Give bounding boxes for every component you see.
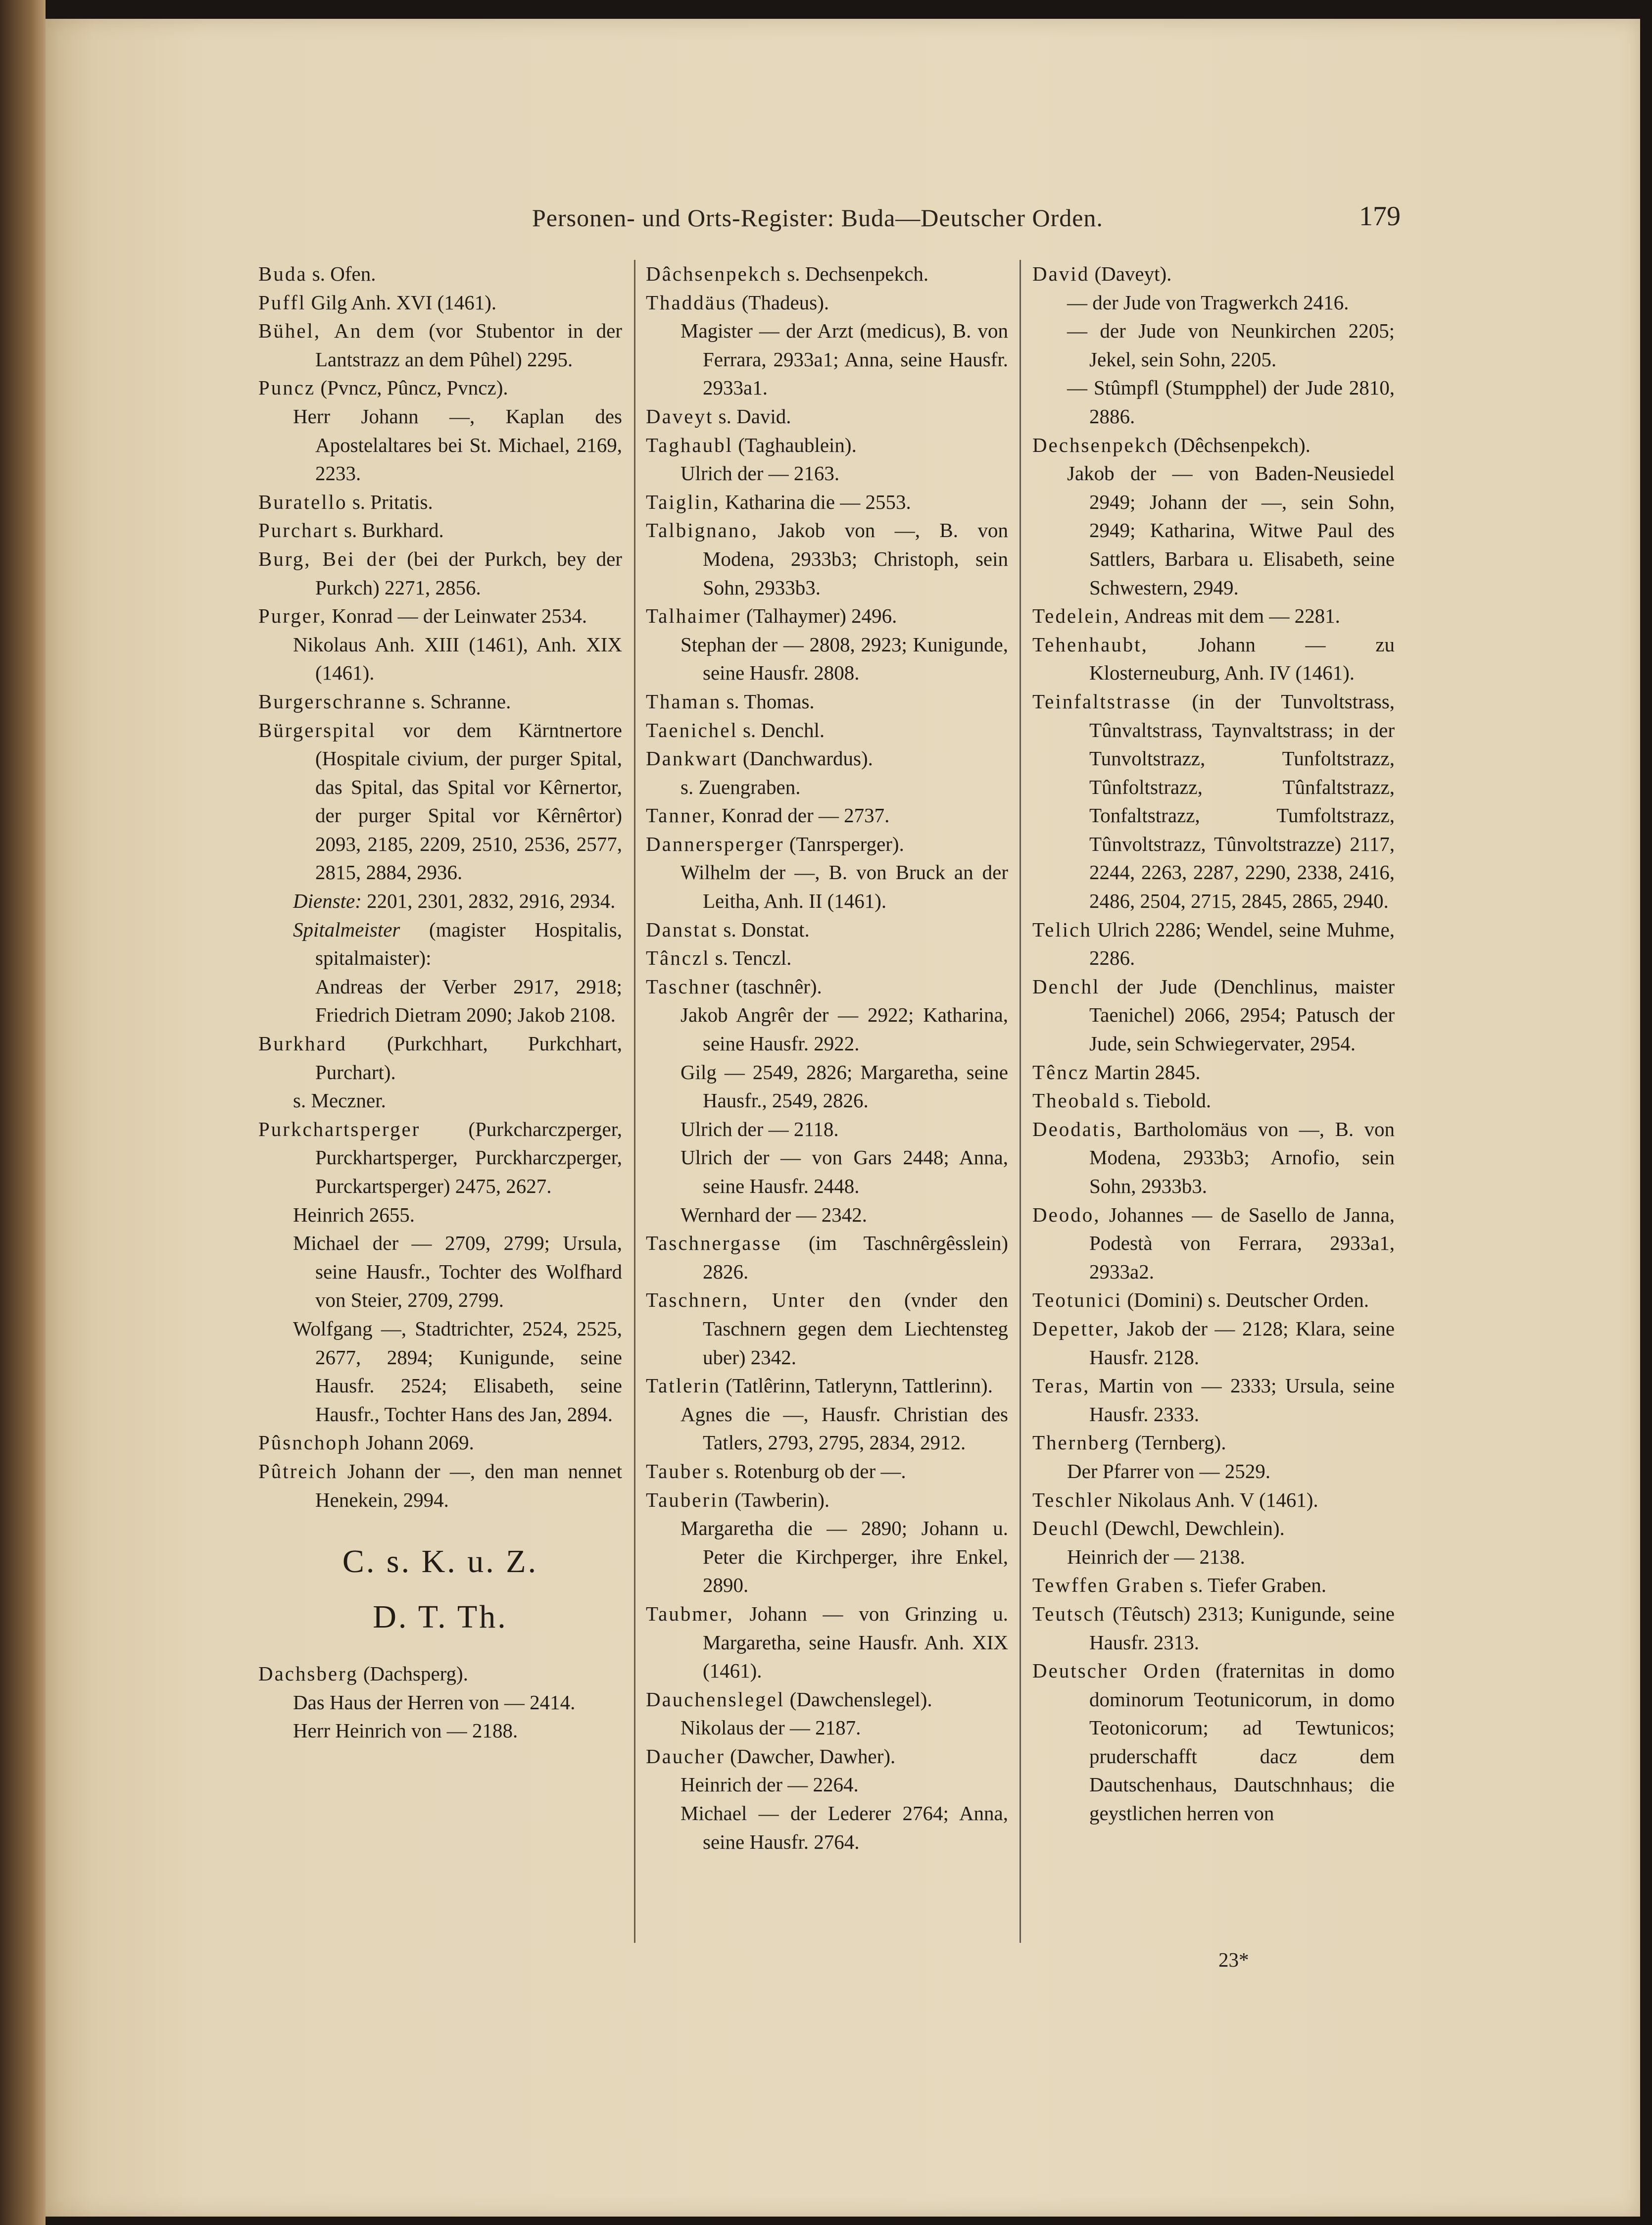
entry-headword: Taiglin,	[646, 490, 720, 513]
entry-headword: Burgerschranne	[258, 690, 407, 713]
entry-text: Jakob von —, B. von Modena, 2933b3; Christoph, sein Sohn, 2933b3.	[703, 519, 1008, 599]
entry-text: (Tanrsperger).	[784, 832, 904, 855]
register-subentry	[646, 317, 1008, 402]
entry-headword: Thaddäus	[646, 291, 737, 314]
entry-category: Spitalmeister	[293, 918, 400, 941]
entry-text: Gilg — 2549, 2826; Margaretha, seine Hausfr., 2549, 2826.	[680, 1060, 1008, 1112]
page-number: 179	[1359, 201, 1401, 232]
register-entry	[258, 260, 622, 289]
entry-headword: Purchart	[258, 519, 339, 542]
signature-mark: 23*	[1218, 1948, 1249, 1971]
register-entry	[258, 545, 622, 602]
entry-text: (Purkchhart, Purkchhart, Purchart).	[315, 1032, 622, 1084]
entry-text: Jakob Angrêr der — 2922; Katharina, seine Hausfr. 2922.	[680, 1003, 1008, 1055]
entry-headword: Daucher	[646, 1744, 725, 1768]
register-entry	[646, 260, 1008, 289]
entry-headword: Dachsberg	[258, 1662, 358, 1685]
register-subentry	[646, 1714, 1008, 1742]
entry-text: (vnder den Taschnern gegen dem Liechtensteg uber) 2342.	[703, 1288, 1009, 1369]
entry-headword: Teras,	[1032, 1374, 1090, 1397]
entry-headword: Tatlerin	[646, 1374, 721, 1397]
register-entry	[646, 916, 1008, 944]
entry-text: (Têutsch) 2313; Kunigunde, seine Hausfr. 2313.	[1089, 1602, 1395, 1654]
register-entry	[646, 602, 1008, 631]
entry-headword: Taghaubl	[646, 433, 733, 456]
register-column-3	[1032, 260, 1395, 1828]
register-entry	[646, 830, 1008, 859]
entry-text: Heinrich 2655.	[293, 1203, 415, 1226]
register-entry	[646, 1457, 1008, 1486]
register-entry	[646, 744, 1008, 773]
section-heading: D. T. Th.	[373, 1599, 508, 1635]
entry-text: (in der Tunvoltstrass, Tûnvaltstrass, Taynvaltstrass; in der Tunvoltstrazz, Tunfoltstrazz, Tûnfoltstrazz, Tûnfaltstrazz, Tonfaltstrazz, Tumfoltstrazz, Tûnvoltstrazz, Tûnvoltstrazze) 2117, 2244, 2263, 2287, 2290, 2338, 2416, 2486, 2504, 2715, 2845, 2865, 2940.	[1089, 690, 1395, 913]
entry-text: Michael — der Lederer 2764; Anna, seine Hausfr. 2764.	[680, 1802, 1008, 1853]
register-entry	[646, 1229, 1008, 1286]
entry-text: Konrad — der Leinwater 2534.	[327, 604, 587, 628]
entry-text: s. Tiebold.	[1120, 1089, 1212, 1112]
entry-text: s. Denchl.	[737, 718, 825, 742]
register-entry	[258, 1429, 622, 1457]
entry-headword: Purger,	[258, 604, 327, 628]
entry-text: Das Haus der Herren von — 2414.	[293, 1690, 576, 1714]
entry-text: Herr Heinrich von — 2188.	[293, 1719, 518, 1742]
register-entry	[646, 289, 1008, 317]
entry-headword: Thernberg	[1032, 1431, 1130, 1454]
register-entry	[1032, 602, 1395, 631]
entry-text: s. Pritatis.	[347, 490, 433, 513]
register-entry	[258, 1030, 622, 1087]
entry-text: s. Burkhard.	[339, 519, 444, 542]
running-title: Personen- und Orts-Register: Buda—Deutscher Orden.	[532, 204, 1103, 232]
entry-text: (taschnêr).	[730, 975, 822, 998]
entry-headword: Teotunici	[1032, 1288, 1122, 1312]
register-entry	[1032, 1286, 1395, 1315]
entry-text: Michael der — 2709, 2799; Ursula, seine Hausfr., Tochter des Wolfhard von Steier, 2709, 2799.	[293, 1232, 622, 1312]
entry-text: Gilg Anh. XVI (1461).	[306, 291, 497, 314]
register-subentry	[646, 459, 1008, 488]
entry-text: Johannes — de Sasello de Janna, Podestà von Ferrara, 2933a1, 2933a2.	[1089, 1203, 1395, 1283]
register-entry	[258, 317, 622, 374]
entry-headword: Pûsnchoph	[258, 1431, 361, 1454]
entry-headword: Deodatis,	[1032, 1117, 1123, 1140]
register-subentry	[258, 887, 622, 916]
register-subentry	[1032, 1543, 1395, 1572]
entry-text: (Dewchl, Dewchlein).	[1100, 1517, 1285, 1540]
entry-headword: Deutscher Orden	[1032, 1659, 1202, 1682]
register-subentry	[646, 1771, 1008, 1799]
entry-headword: Burkhard	[258, 1032, 347, 1055]
register-subentry	[258, 631, 622, 688]
entry-headword: Taschnern, Unter den	[646, 1288, 883, 1312]
entry-headword: Tauber	[646, 1459, 711, 1483]
entry-headword: Tedelein,	[1032, 604, 1120, 628]
entry-text: Wolfgang —, Stadtrichter, 2524, 2525, 2677, 2894; Kunigunde, seine Hausfr. 2524; Elisabeth, seine Hausfr., Tochter Hans des Jan, 2894.	[293, 1317, 622, 1426]
entry-text: s. Ofen.	[307, 262, 376, 285]
entry-text: s. Zuengraben.	[680, 775, 801, 798]
entry-text: (Domini) s. Deutscher Orden.	[1122, 1288, 1369, 1312]
register-entry	[1032, 1486, 1395, 1515]
entry-text: 2201, 2301, 2832, 2916, 2934.	[361, 890, 616, 913]
entry-text: (Tatlêrinn, Tatlerynn, Tattlerinn).	[720, 1374, 993, 1397]
entry-headword: Tewffen Graben	[1032, 1574, 1185, 1597]
register-entry	[258, 374, 622, 402]
register-entry	[258, 688, 622, 716]
register-entry	[258, 289, 622, 317]
entry-headword: Taschner	[646, 975, 731, 998]
register-entry	[646, 944, 1008, 973]
entry-text: — der Jude von Neunkirchen 2205; Jekel, sein Sohn, 2205.	[1067, 319, 1395, 371]
register-subentry	[646, 1115, 1008, 1144]
entry-text: Jakob der — 2128; Klara, seine Hausfr. 2128.	[1089, 1317, 1395, 1369]
entry-headword: Tauberin	[646, 1488, 730, 1511]
entry-headword: Tânczl	[646, 946, 710, 970]
register-entry	[1032, 1429, 1395, 1457]
register-subentry	[646, 1201, 1008, 1230]
entry-text: Ulrich der — von Gars 2448; Anna, seine Hausfr. 2448.	[680, 1146, 1008, 1197]
entry-text: Bartholomäus von —, B. von Modena, 2933b3; Arnofio, sein Sohn, 2933b3.	[1089, 1117, 1395, 1197]
entry-text: s. Dechsenpekch.	[782, 262, 929, 285]
entry-text: s. Meczner.	[293, 1089, 386, 1112]
register-entry	[646, 801, 1008, 830]
register-entry	[646, 1486, 1008, 1515]
register-entry	[1032, 431, 1395, 460]
entry-text: (Thadeus).	[736, 291, 829, 314]
register-entry	[646, 716, 1008, 745]
entry-headword: Telich	[1032, 918, 1092, 941]
register-entry	[1032, 1201, 1395, 1286]
column-divider-2	[1020, 260, 1021, 1943]
entry-text: Wilhelm der —, B. von Bruck an der Leitha, Anh. II (1461).	[680, 861, 1008, 913]
entry-text: Herr Johann —, Kaplan des Apostelaltares bei St. Michael, 2169, 2233.	[293, 404, 622, 485]
entry-text: (Purkcharczperger, Purckhartsperger, Purckharczperger, Purckartsperger) 2475, 2627.	[315, 1117, 622, 1197]
register-entry	[646, 973, 1008, 1001]
entry-text: s. Schranne.	[407, 690, 511, 713]
entry-headword: Talhaimer	[646, 604, 741, 628]
register-subentry	[258, 916, 622, 973]
register-entry	[1032, 1657, 1395, 1828]
entry-text: s. David.	[713, 404, 791, 428]
entry-headword: Dauchenslegel	[646, 1687, 785, 1711]
entry-headword: Têncz	[1032, 1060, 1090, 1084]
entry-headword: Pûtreich	[258, 1459, 338, 1483]
register-subentry	[258, 1229, 622, 1315]
register-subentry	[1032, 459, 1395, 602]
entry-text: Nikolaus Anh. XIII (1461), Anh. XIX (1461).	[293, 633, 622, 685]
register-entry	[1032, 1087, 1395, 1115]
register-subentry	[646, 1058, 1008, 1115]
register-entry	[646, 1600, 1008, 1685]
register-entry	[646, 1742, 1008, 1771]
entry-text: Margaretha die — 2890; Johann u. Peter die Kirchperger, ihre Enkel, 2890.	[680, 1517, 1008, 1597]
entry-text: Andreas mit dem — 2281.	[1120, 604, 1340, 628]
entry-text: Der Pfarrer von — 2529.	[1067, 1459, 1271, 1483]
entry-headword: Teutsch	[1032, 1602, 1106, 1625]
register-entry	[1032, 1372, 1395, 1429]
entry-headword: Taenichel	[646, 718, 738, 742]
entry-category: Dienste:	[293, 890, 362, 913]
register-entry	[646, 402, 1008, 431]
register-entry	[258, 516, 622, 545]
entry-text: (Danchwardus).	[737, 747, 873, 770]
register-entry	[1032, 1571, 1395, 1600]
entry-text: Johann der —, den man nennet Henekein, 2994.	[315, 1459, 622, 1511]
register-entry	[646, 431, 1008, 460]
register-subentry	[646, 1400, 1008, 1457]
register-entry	[1032, 1514, 1395, 1543]
entry-text: Ulrich der — 2163.	[680, 462, 840, 485]
entry-headword: David	[1032, 262, 1090, 285]
entry-text: (Dachsperg).	[358, 1662, 468, 1685]
entry-text: der Jude (Denchlinus, maister Taenichel) 2066, 2954; Patusch der Jude, sein Schwiegervater, 2954.	[1089, 975, 1395, 1055]
section-heading: C. s. K. u. Z.	[342, 1543, 538, 1580]
entry-text: (Dêchsenpekch).	[1168, 433, 1311, 456]
entry-text: (Daveyt).	[1089, 262, 1172, 285]
entry-text: Ulrich 2286; Wendel, seine Muhme, 2286.	[1089, 918, 1395, 970]
register-entry	[646, 688, 1008, 716]
entry-headword: Daveyt	[646, 404, 714, 428]
entry-headword: Tanner,	[646, 804, 717, 827]
book-spine	[0, 0, 46, 2225]
entry-text: Martin von — 2333; Ursula, seine Hausfr. 2333.	[1089, 1374, 1395, 1426]
entry-text: (Dawchenslegel).	[784, 1687, 932, 1711]
register-subentry	[646, 631, 1008, 688]
register-subentry	[258, 1201, 622, 1230]
entry-text: vor dem Kärntnertore (Hospitale civium, der purger Spital, das Spital, das Spital vor Kêrnertor, der purger Spital vor Kêrnêrtor) 2093, 2185, 2209, 2510, 2536, 2577, 2815, 2884, 2936.	[315, 718, 622, 884]
entry-text: s. Donstat.	[718, 918, 810, 941]
entry-headword: Thaman	[646, 690, 722, 713]
register-entry	[1032, 916, 1395, 973]
entry-text: — der Jude von Tragwerkch 2416.	[1067, 291, 1349, 314]
register-subentry	[646, 1514, 1008, 1600]
register-subentry	[258, 1688, 622, 1717]
register-subentry	[646, 858, 1008, 915]
register-subentry	[646, 1799, 1008, 1856]
register-entry	[1032, 1315, 1395, 1372]
entry-headword: Buda	[258, 262, 307, 285]
register-subentry	[258, 973, 622, 1030]
entry-headword: Puncz	[258, 376, 316, 399]
entry-text: — Stûmpfl (Stumpphel) der Jude 2810, 2886.	[1067, 376, 1395, 428]
entry-headword: Teschler	[1032, 1488, 1113, 1511]
register-subentry	[258, 402, 622, 488]
register-entry	[1032, 631, 1395, 688]
entry-text: Wernhard der — 2342.	[680, 1203, 867, 1226]
register-subentry	[258, 1717, 622, 1745]
entry-text: Ulrich der — 2118.	[680, 1117, 839, 1140]
register-entry	[258, 1457, 622, 1514]
entry-text: Martin 2845.	[1089, 1060, 1201, 1084]
entry-headword: Puffl	[258, 291, 306, 314]
entry-text: Agnes die —, Hausfr. Christian des Tatlers, 2793, 2795, 2834, 2912.	[680, 1402, 1008, 1454]
register-column-2	[646, 260, 1008, 1856]
entry-headword: Denchl	[1032, 975, 1100, 998]
register-subentry	[1032, 317, 1395, 374]
entry-headword: Taschnergasse	[646, 1232, 782, 1255]
register-entry	[1032, 260, 1395, 289]
register-column-1	[258, 260, 622, 1745]
entry-text: (magister Hospitalis, spitalmaister):	[315, 918, 622, 970]
register-entry	[1032, 1600, 1395, 1657]
entry-headword: Dankwart	[646, 747, 738, 770]
register-subentry	[258, 1087, 622, 1115]
entry-text: (Ternberg).	[1130, 1431, 1226, 1454]
register-subentry	[258, 1315, 622, 1429]
register-subentry	[646, 773, 1008, 802]
entry-headword: Purkchartsperger	[258, 1117, 421, 1140]
entry-text: (Dawcher, Dawher).	[725, 1744, 896, 1768]
register-entry	[1032, 1058, 1395, 1087]
entry-text: (Taghaublein).	[732, 433, 857, 456]
entry-headword: Theobald	[1032, 1089, 1121, 1112]
entry-text: s. Rotenburg ob der —.	[711, 1459, 906, 1483]
register-entry	[258, 488, 622, 517]
register-entry	[646, 1685, 1008, 1714]
register-entry	[258, 602, 622, 631]
entry-headword: Depetter,	[1032, 1317, 1120, 1340]
entry-text: (im Taschnêrgêsslein) 2826.	[703, 1232, 1008, 1283]
entry-text: (fraternitas in domo dominorum Teotunicorum, in domo Teotonicorum; ad Tewtunicos; pruderschafft dacz dem Dautschenhaus, Dautschnhaus; die geystlichen herren von	[1089, 1659, 1395, 1825]
entry-headword: Deodo,	[1032, 1203, 1101, 1226]
entry-text: s. Thomas.	[721, 690, 815, 713]
register-subentry	[646, 1001, 1008, 1058]
page-header	[532, 200, 1401, 240]
entry-headword: Taubmer,	[646, 1602, 734, 1625]
entry-text: Johann 2069.	[360, 1431, 474, 1454]
entry-text: (bei der Purkch, bey der Purkch) 2271, 2856.	[315, 547, 623, 599]
entry-headword: Bühel, An dem	[258, 319, 416, 343]
entry-text: Jakob der — von Baden-Neusiedel 2949; Johann der —, sein Sohn, 2949; Katharina, Witwe Paul des Sattlers, Barbara u. Elisabeth, seine Schwestern, 2949.	[1067, 462, 1395, 599]
entry-text: (Talhaymer) 2496.	[741, 604, 897, 628]
register-subentry	[646, 1143, 1008, 1200]
entry-text: s. Tiefer Graben.	[1185, 1574, 1326, 1597]
register-subentry	[1032, 289, 1395, 317]
entry-headword: Burg, Bei der	[258, 547, 397, 570]
column-divider-1	[634, 260, 635, 1943]
register-entry	[646, 1286, 1008, 1372]
entry-text: Konrad der — 2737.	[716, 804, 890, 827]
entry-text: (vor Stubentor in der Lantstrazz an dem Pûhel) 2295.	[315, 319, 623, 371]
entry-headword: Dâchsenpekch	[646, 262, 782, 285]
entry-headword: Buratello	[258, 490, 347, 513]
entry-text: Andreas der Verber 2917, 2918; Friedrich Dietram 2090; Jakob 2108.	[315, 975, 622, 1027]
register-entry	[646, 516, 1008, 602]
entry-text: Stephan der — 2808, 2923; Kunigunde, seine Hausfr. 2808.	[680, 633, 1008, 685]
entry-text: Nikolaus Anh. V (1461).	[1113, 1488, 1318, 1511]
entry-headword: Dechsenpekch	[1032, 433, 1169, 456]
entry-headword: Deuchl	[1032, 1517, 1100, 1540]
register-entry	[258, 1660, 622, 1688]
entry-text: Heinrich der — 2264.	[680, 1773, 859, 1796]
register-subentry	[1032, 1457, 1395, 1486]
entry-headword: Tehenhaubt,	[1032, 633, 1148, 656]
entry-headword: Talbignano,	[646, 519, 759, 542]
entry-text: (Pvncz, Pûncz, Pvncz).	[315, 376, 508, 399]
register-entry	[258, 716, 622, 888]
register-entry	[1032, 688, 1395, 916]
entry-text: Johann — von Grinzing u. Margaretha, seine Hausfr. Anh. XIX (1461).	[703, 1602, 1008, 1682]
register-entry	[258, 1115, 622, 1201]
register-entry	[646, 488, 1008, 517]
entry-text: Johann — zu Klosterneuburg, Anh. IV (1461).	[1089, 633, 1395, 685]
entry-text: Nikolaus der — 2187.	[680, 1716, 861, 1739]
entry-text: Magister — der Arzt (medicus), B. von Ferrara, 2933a1; Anna, seine Hausfr. 2933a1.	[680, 319, 1008, 399]
register-entry	[1032, 1115, 1395, 1201]
entry-text: Heinrich der — 2138.	[1067, 1545, 1245, 1568]
entry-text: s. Tenczl.	[710, 946, 792, 970]
register-subentry	[1032, 374, 1395, 431]
entry-text: Katharina die — 2553.	[720, 490, 911, 513]
register-entry	[646, 1372, 1008, 1400]
entry-text: (Tawberin).	[729, 1488, 830, 1511]
entry-headword: Teinfaltstrasse	[1032, 690, 1172, 713]
entry-headword: Bürgerspital	[258, 718, 376, 742]
entry-headword: Danstat	[646, 918, 719, 941]
entry-headword: Dannersperger	[646, 832, 784, 855]
register-entry	[1032, 973, 1395, 1058]
